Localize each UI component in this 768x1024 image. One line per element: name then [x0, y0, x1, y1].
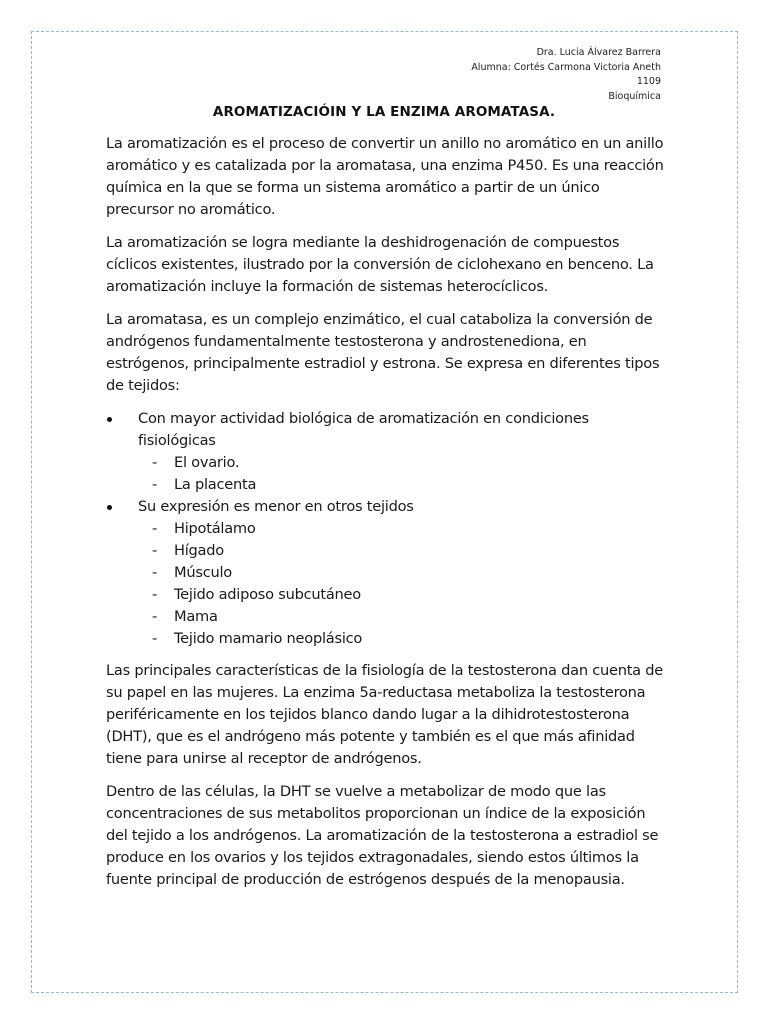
dash-icon: - — [152, 542, 158, 559]
sub-item-text: Hígado — [174, 542, 224, 559]
sub-item — [138, 562, 666, 584]
sub-item-text: Hipotálamo — [174, 520, 256, 537]
dash-icon: - — [152, 454, 158, 471]
bullet-text: Con mayor actividad biológica de aromatización en condiciones fisiológicas — [138, 410, 589, 449]
header-line-teacher: Dra. Lucia Álvarez Barrera — [536, 47, 661, 58]
bullet-item — [106, 496, 666, 650]
dash-icon: - — [152, 476, 158, 493]
sub-item-text: Tejido mamario neoplásico — [174, 630, 363, 647]
sub-item-text: Mama — [174, 608, 218, 625]
tissue-list — [106, 408, 666, 650]
paragraph-1: La aromatización es el proceso de convertir un anillo no aromático en un anillo aromático y es catalizada por la aromatasa, una enzima P450. Es una reacción química en la que se forma un sistema aromático a partir de un único precursor no aromático. — [106, 135, 664, 218]
bullet-icon — [107, 417, 112, 422]
header-line-subject: Bioquímica — [608, 90, 661, 102]
paragraph-2: La aromatización se logra mediante la deshidrogenación de compuestos cíclicos existentes, ilustrado por la conversión de ciclohexano en benceno. La aromatización incluye la formación de sistemas heterocíclicos. — [106, 234, 654, 295]
dash-icon: - — [152, 586, 158, 603]
sub-item — [138, 628, 666, 650]
dash-icon: - — [152, 630, 158, 647]
sub-item-text: Músculo — [174, 564, 232, 581]
dash-icon: - — [152, 608, 158, 625]
bullet-icon — [107, 505, 112, 510]
paragraph-4: Las principales características de la fisiología de la testosterona dan cuenta de su papel en las mujeres. La enzima 5a-reductasa metaboliza la testosterona periféricamente en los tejidos blanco dando lugar a la dihidrotestosterona (DHT), que es el andrógeno más potente y también es el que más afinidad tiene para unirse al receptor de andrógenos. — [106, 662, 664, 767]
header-line-group: 1109 — [636, 76, 661, 87]
dash-icon: - — [152, 564, 158, 581]
sub-item-text: Tejido adiposo subcutáneo — [174, 586, 361, 603]
sub-item — [138, 540, 666, 562]
sub-list — [138, 518, 666, 650]
document-title: AROMATIZACIÓIN Y LA ENZIMA AROMATASA. — [212, 104, 556, 120]
sub-item — [138, 584, 666, 606]
sub-item-text: La placenta — [174, 476, 257, 493]
paragraph-3: La aromatasa, es un complejo enzimático, el cual cataboliza la conversión de andrógenos fundamentalmente testosterona y androstenediona, en estrógenos, principalmente estradiol y estrona. Se expresa en diferentes tipos de tejidos: — [106, 311, 660, 394]
sub-item — [138, 452, 666, 474]
sub-item — [138, 606, 666, 628]
bullet-item — [106, 408, 666, 496]
sub-item-text: El ovario. — [174, 454, 240, 471]
sub-item — [138, 518, 666, 540]
document-body — [106, 133, 666, 902]
header-line-student: Alumna: Cortés Carmona Victoria Aneth — [471, 61, 661, 73]
paragraph-5: Dentro de las células, la DHT se vuelve a metabolizar de modo que las concentraciones de sus metabolitos proporcionan un índice de la exposición del tejido a los andrógenos. La aromatización de la testosterona a estradiol se produce en los ovarios y los tejidos extragonadales, siendo estos últimos la fuente principal de producción de estrógenos después de la menopausia. — [106, 783, 659, 888]
sub-item — [138, 474, 666, 496]
dash-icon: - — [152, 520, 158, 537]
document-header — [471, 46, 661, 104]
sub-list — [138, 452, 666, 496]
bullet-text: Su expresión es menor en otros tejidos — [138, 498, 414, 515]
